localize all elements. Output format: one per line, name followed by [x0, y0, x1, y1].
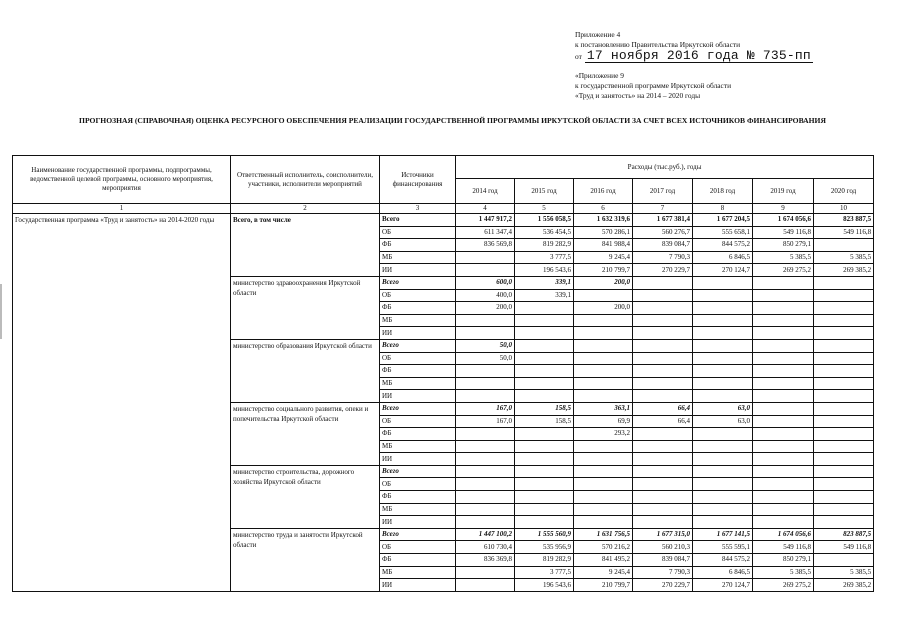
value-cell: 1 632 319,6: [574, 214, 633, 227]
value-cell: [693, 314, 753, 327]
program-name-cell: Государственная программа «Труд и занятость» на 2014-2020 годы: [13, 214, 231, 592]
header-name: Наименование государственной программы, подпрограммы, ведомственной целевой программы, основного мероприятия, мероприятия: [13, 156, 231, 204]
value-cell: 63,0: [693, 415, 753, 428]
value-cell: 158,5: [515, 415, 574, 428]
header-year: 2015 год: [515, 179, 574, 204]
value-cell: [814, 415, 874, 428]
value-cell: 819 282,9: [515, 239, 574, 252]
value-cell: 210 799,7: [574, 264, 633, 277]
value-cell: [753, 491, 814, 504]
value-cell: 1 555 560,9: [515, 528, 574, 541]
value-cell: [693, 276, 753, 289]
value-cell: [633, 428, 693, 441]
value-cell: 1 447 917,2: [456, 214, 515, 227]
value-cell: [693, 428, 753, 441]
header-year: 2019 год: [753, 179, 814, 204]
value-cell: [515, 352, 574, 365]
value-cell: [814, 314, 874, 327]
header-year: 2014 год: [456, 179, 515, 204]
value-cell: [633, 289, 693, 302]
value-cell: [693, 390, 753, 403]
value-cell: 6 846,5: [693, 251, 753, 264]
value-cell: [633, 390, 693, 403]
value-cell: [693, 339, 753, 352]
value-cell: 63,0: [693, 402, 753, 415]
value-cell: 850 279,1: [753, 239, 814, 252]
header-executor: Ответственный исполнитель, соисполнители, участники, исполнители мероприятий: [231, 156, 380, 204]
executor-cell: министерство социального развития, опеки и попечительства Иркутской области: [231, 402, 380, 465]
value-cell: [753, 428, 814, 441]
value-cell: [814, 302, 874, 315]
column-number: 3: [380, 204, 456, 214]
value-cell: 3 777,5: [515, 566, 574, 579]
value-cell: 210 799,7: [574, 579, 633, 592]
value-cell: 7 790,3: [633, 566, 693, 579]
value-cell: [633, 327, 693, 340]
value-cell: [753, 516, 814, 529]
value-cell: [633, 302, 693, 315]
value-cell: 269 385,2: [814, 264, 874, 277]
value-cell: [693, 289, 753, 302]
source-cell: МБ: [380, 251, 456, 264]
value-cell: [574, 289, 633, 302]
header-year: 2018 год: [693, 179, 753, 204]
value-cell: [633, 503, 693, 516]
column-number: 1: [13, 204, 231, 214]
value-cell: [515, 478, 574, 491]
value-cell: [456, 377, 515, 390]
source-cell: МБ: [380, 503, 456, 516]
value-cell: 270 229,7: [633, 579, 693, 592]
source-cell: ОБ: [380, 226, 456, 239]
value-cell: [456, 503, 515, 516]
value-cell: [814, 440, 874, 453]
value-cell: 1 556 058,5: [515, 214, 574, 227]
value-cell: 549 116,8: [814, 226, 874, 239]
value-cell: [753, 352, 814, 365]
value-cell: 50,0: [456, 352, 515, 365]
source-cell: МБ: [380, 314, 456, 327]
value-cell: 400,0: [456, 289, 515, 302]
value-cell: [753, 478, 814, 491]
column-number: 6: [574, 204, 633, 214]
value-cell: 167,0: [456, 415, 515, 428]
source-cell: ИИ: [380, 390, 456, 403]
value-cell: [456, 453, 515, 466]
value-cell: [753, 402, 814, 415]
source-cell: ОБ: [380, 415, 456, 428]
value-cell: 200,0: [574, 302, 633, 315]
value-cell: 839 084,7: [633, 239, 693, 252]
value-cell: 5 385,5: [753, 566, 814, 579]
value-cell: [693, 478, 753, 491]
executor-cell: министерство образования Иркутской области: [231, 339, 380, 402]
value-cell: [693, 365, 753, 378]
value-cell: [753, 377, 814, 390]
value-cell: [633, 453, 693, 466]
value-cell: 50,0: [456, 339, 515, 352]
value-cell: 841 495,2: [574, 554, 633, 567]
value-cell: [633, 377, 693, 390]
value-cell: [515, 465, 574, 478]
value-cell: 293,2: [574, 428, 633, 441]
appendix-header: [575, 30, 895, 101]
value-cell: 839 084,7: [633, 554, 693, 567]
value-cell: 269 385,2: [814, 579, 874, 592]
value-cell: 549 116,8: [814, 541, 874, 554]
value-cell: [633, 365, 693, 378]
value-cell: [693, 453, 753, 466]
value-cell: [515, 314, 574, 327]
value-cell: 5 385,5: [814, 251, 874, 264]
source-cell: МБ: [380, 377, 456, 390]
value-cell: [633, 516, 693, 529]
column-number: 2: [231, 204, 380, 214]
source-cell: Всего: [380, 465, 456, 478]
source-cell: ОБ: [380, 352, 456, 365]
value-cell: [515, 339, 574, 352]
value-cell: 1 677 141,5: [693, 528, 753, 541]
decree-reference: к постановлению Правительства Иркутской области: [575, 40, 741, 49]
source-cell: Всего: [380, 528, 456, 541]
appendix-number: Приложение 4: [575, 30, 621, 39]
source-cell: ОБ: [380, 289, 456, 302]
value-cell: 269 275,2: [753, 264, 814, 277]
value-cell: 570 216,2: [574, 541, 633, 554]
value-cell: 570 286,1: [574, 226, 633, 239]
source-cell: ФБ: [380, 239, 456, 252]
value-cell: 1 447 100,2: [456, 528, 515, 541]
value-cell: [574, 314, 633, 327]
value-cell: [633, 465, 693, 478]
value-cell: [574, 503, 633, 516]
value-cell: 535 956,9: [515, 541, 574, 554]
column-number: 5: [515, 204, 574, 214]
value-cell: [515, 377, 574, 390]
executor-cell: министерство строительства, дорожного хозяйства Иркутской области: [231, 465, 380, 528]
source-cell: ФБ: [380, 365, 456, 378]
value-cell: [456, 478, 515, 491]
value-cell: [633, 440, 693, 453]
value-cell: [814, 377, 874, 390]
header-year: 2016 год: [574, 179, 633, 204]
value-cell: 9 245,4: [574, 566, 633, 579]
value-cell: 363,1: [574, 402, 633, 415]
value-cell: 167,0: [456, 402, 515, 415]
decree-date-line: [575, 50, 895, 63]
value-cell: [515, 516, 574, 529]
value-cell: 844 575,2: [693, 239, 753, 252]
value-cell: [574, 365, 633, 378]
value-cell: [633, 478, 693, 491]
value-cell: 1 677 315,0: [633, 528, 693, 541]
value-cell: [753, 390, 814, 403]
value-cell: 339,1: [515, 289, 574, 302]
value-cell: [693, 352, 753, 365]
header-expenses: Расходы (тыс.руб.), годы: [456, 156, 874, 179]
value-cell: [814, 491, 874, 504]
value-cell: [814, 516, 874, 529]
value-cell: [574, 390, 633, 403]
value-cell: [515, 491, 574, 504]
column-number: 7: [633, 204, 693, 214]
value-cell: 269 275,2: [753, 579, 814, 592]
value-cell: [693, 465, 753, 478]
value-cell: [814, 428, 874, 441]
value-cell: 1 677 204,5: [693, 214, 753, 227]
value-cell: 536 454,5: [515, 226, 574, 239]
value-cell: 270 124,7: [693, 264, 753, 277]
value-cell: [814, 289, 874, 302]
value-cell: [753, 440, 814, 453]
value-cell: [814, 465, 874, 478]
value-cell: [515, 503, 574, 516]
decree-date-number: 17 ноября 2016 года № 735-пп: [586, 48, 811, 63]
value-cell: 200,0: [574, 276, 633, 289]
value-cell: 1 677 381,4: [633, 214, 693, 227]
value-cell: [814, 402, 874, 415]
header-source: Источники финансирования: [380, 156, 456, 204]
value-cell: [753, 276, 814, 289]
value-cell: 270 124,7: [693, 579, 753, 592]
value-cell: [574, 339, 633, 352]
value-cell: 1 631 756,5: [574, 528, 633, 541]
value-cell: [574, 327, 633, 340]
value-cell: [456, 365, 515, 378]
header-year: 2017 год: [633, 179, 693, 204]
program-reference: к государственной программе Иркутской области: [575, 81, 732, 90]
table-row: [13, 214, 874, 227]
value-cell: [814, 339, 874, 352]
column-number: 10: [814, 204, 874, 214]
value-cell: [574, 377, 633, 390]
executor-cell: министерство здравоохранения Иркутской области: [231, 276, 380, 339]
value-cell: [753, 327, 814, 340]
source-cell: Всего: [380, 276, 456, 289]
document-title: ПРОГНОЗНАЯ (СПРАВОЧНАЯ) ОЦЕНКА РЕСУРСНОГО ОБЕСПЕЧЕНИЯ РЕАЛИЗАЦИИ ГОСУДАРСТВЕННОЙ ПРОГРАММЫ ИРКУТСКОЙ ОБЛАСТИ ЗА СЧЕТ ВСЕХ ИСТОЧНИКОВ ФИНАНСИРОВАНИЯ: [79, 116, 826, 125]
value-cell: 200,0: [456, 302, 515, 315]
source-cell: МБ: [380, 566, 456, 579]
value-cell: [814, 365, 874, 378]
header-year: 2020 год: [814, 179, 874, 204]
source-cell: ФБ: [380, 302, 456, 315]
source-cell: ИИ: [380, 264, 456, 277]
column-number: 8: [693, 204, 753, 214]
source-cell: Всего: [380, 214, 456, 227]
value-cell: [633, 352, 693, 365]
value-cell: 1 674 056,6: [753, 528, 814, 541]
value-cell: 3 777,5: [515, 251, 574, 264]
appendix9-label: «Приложение 9: [575, 71, 624, 80]
program-title-reference: «Труд и занятость» на 2014 – 2020 годы: [575, 91, 701, 100]
value-cell: [633, 276, 693, 289]
value-cell: 7 790,3: [633, 251, 693, 264]
value-cell: [515, 453, 574, 466]
decree-prefix: от: [575, 52, 582, 61]
value-cell: [515, 327, 574, 340]
value-cell: 5 385,5: [753, 251, 814, 264]
value-cell: [753, 302, 814, 315]
value-cell: 560 276,7: [633, 226, 693, 239]
source-cell: ФБ: [380, 491, 456, 504]
value-cell: [814, 453, 874, 466]
value-cell: 69,9: [574, 415, 633, 428]
value-cell: 611 347,4: [456, 226, 515, 239]
source-cell: ИИ: [380, 453, 456, 466]
value-cell: [753, 465, 814, 478]
value-cell: 610 730,4: [456, 541, 515, 554]
value-cell: [574, 516, 633, 529]
resource-table: [12, 155, 874, 592]
value-cell: 270 229,7: [633, 264, 693, 277]
source-cell: ОБ: [380, 478, 456, 491]
value-cell: [753, 365, 814, 378]
value-cell: [633, 339, 693, 352]
value-cell: [456, 491, 515, 504]
value-cell: [515, 440, 574, 453]
source-cell: ИИ: [380, 516, 456, 529]
value-cell: [456, 516, 515, 529]
value-cell: 339,1: [515, 276, 574, 289]
value-cell: [633, 314, 693, 327]
value-cell: 1 674 056,6: [753, 214, 814, 227]
value-cell: [633, 491, 693, 504]
value-cell: [814, 239, 874, 252]
value-cell: 841 988,4: [574, 239, 633, 252]
value-cell: [574, 465, 633, 478]
value-cell: 6 846,5: [693, 566, 753, 579]
value-cell: [693, 302, 753, 315]
value-cell: 844 575,2: [693, 554, 753, 567]
executor-cell: министерство труда и занятости Иркутской области: [231, 528, 380, 591]
value-cell: [574, 491, 633, 504]
value-cell: [574, 352, 633, 365]
value-cell: 823 887,5: [814, 528, 874, 541]
value-cell: [515, 365, 574, 378]
value-cell: 66,4: [633, 402, 693, 415]
value-cell: [456, 440, 515, 453]
value-cell: 5 385,5: [814, 566, 874, 579]
value-cell: [515, 390, 574, 403]
value-cell: [574, 478, 633, 491]
source-cell: ИИ: [380, 579, 456, 592]
value-cell: [456, 579, 515, 592]
value-cell: [456, 390, 515, 403]
value-cell: [456, 428, 515, 441]
value-cell: [456, 314, 515, 327]
source-cell: ОБ: [380, 541, 456, 554]
value-cell: [753, 314, 814, 327]
value-cell: [814, 390, 874, 403]
value-cell: [693, 503, 753, 516]
value-cell: [814, 327, 874, 340]
column-number: 9: [753, 204, 814, 214]
value-cell: [814, 503, 874, 516]
value-cell: [456, 264, 515, 277]
value-cell: [456, 566, 515, 579]
value-cell: 66,4: [633, 415, 693, 428]
value-cell: [693, 327, 753, 340]
value-cell: [515, 302, 574, 315]
value-cell: 600,0: [456, 276, 515, 289]
source-cell: ИИ: [380, 327, 456, 340]
scan-edge-mark: [0, 284, 2, 339]
value-cell: [753, 339, 814, 352]
source-cell: Всего: [380, 402, 456, 415]
value-cell: 555 595,1: [693, 541, 753, 554]
value-cell: [814, 554, 874, 567]
source-cell: МБ: [380, 440, 456, 453]
value-cell: [814, 478, 874, 491]
source-cell: Всего: [380, 339, 456, 352]
value-cell: [693, 516, 753, 529]
value-cell: [574, 440, 633, 453]
value-cell: 850 279,1: [753, 554, 814, 567]
value-cell: [456, 465, 515, 478]
source-cell: ФБ: [380, 428, 456, 441]
value-cell: 196 543,6: [515, 264, 574, 277]
value-cell: [456, 327, 515, 340]
value-cell: [693, 377, 753, 390]
value-cell: [693, 491, 753, 504]
value-cell: [753, 289, 814, 302]
value-cell: 836 569,8: [456, 239, 515, 252]
value-cell: [515, 428, 574, 441]
value-cell: [456, 251, 515, 264]
value-cell: 158,5: [515, 402, 574, 415]
value-cell: 555 658,1: [693, 226, 753, 239]
value-cell: [814, 276, 874, 289]
value-cell: 836 369,8: [456, 554, 515, 567]
value-cell: 560 210,3: [633, 541, 693, 554]
column-number: 4: [456, 204, 515, 214]
source-cell: ФБ: [380, 554, 456, 567]
value-cell: [693, 440, 753, 453]
value-cell: 823 887,5: [814, 214, 874, 227]
executor-cell: Всего, в том числе: [231, 214, 380, 277]
value-cell: 196 543,6: [515, 579, 574, 592]
value-cell: 549 116,8: [753, 226, 814, 239]
value-cell: [814, 352, 874, 365]
value-cell: [753, 453, 814, 466]
value-cell: 819 282,9: [515, 554, 574, 567]
value-cell: [753, 415, 814, 428]
value-cell: 549 116,8: [753, 541, 814, 554]
value-cell: 9 245,4: [574, 251, 633, 264]
value-cell: [753, 503, 814, 516]
value-cell: [574, 453, 633, 466]
